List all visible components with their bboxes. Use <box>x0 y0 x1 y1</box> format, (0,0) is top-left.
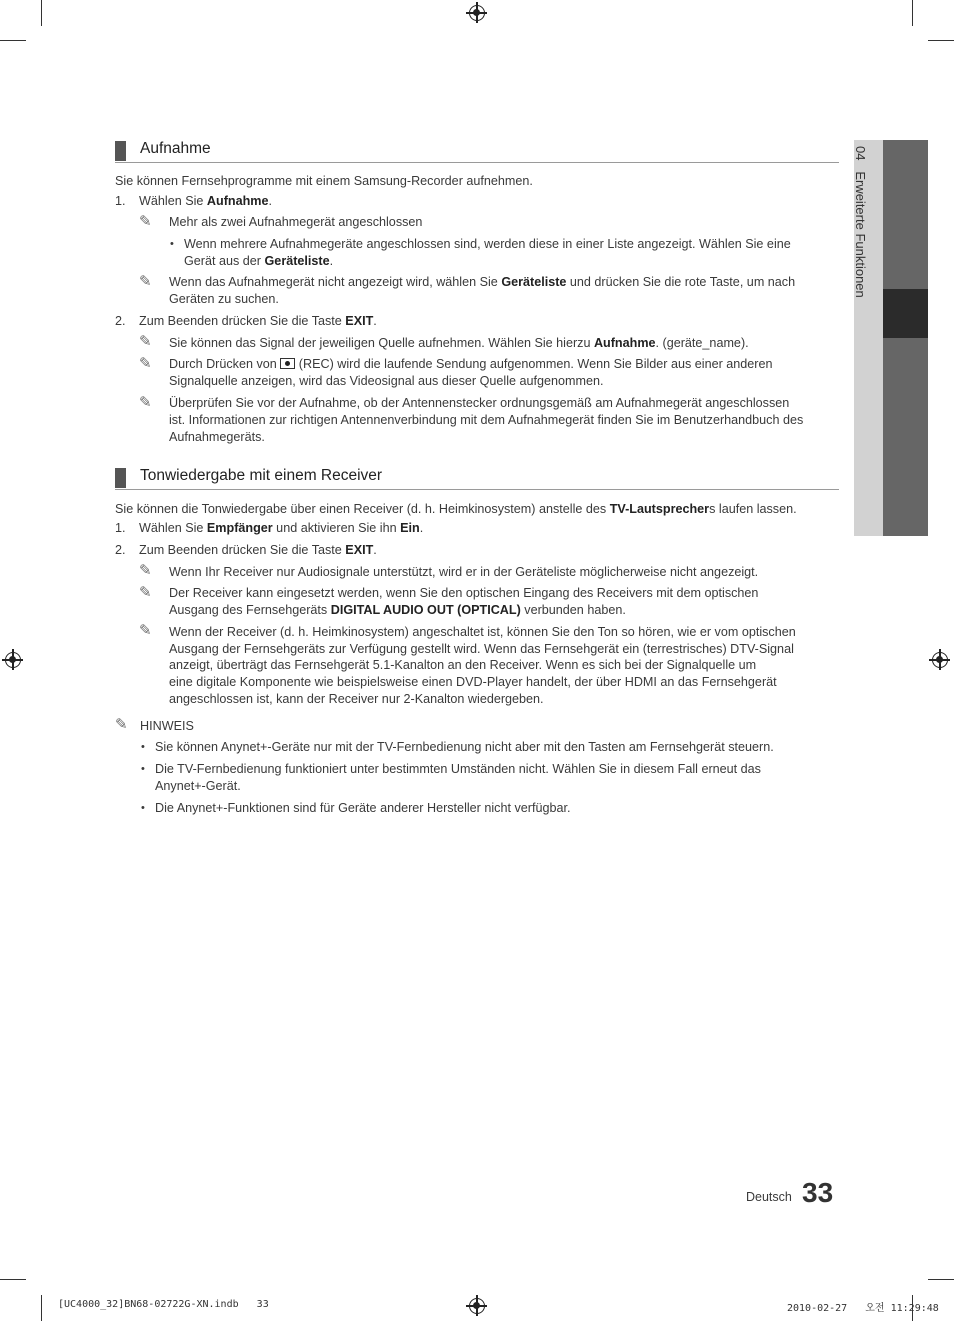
section-intro: Sie können die Tonwiedergabe über einen Receiver (d. h. Heimkinosystem) anstelle des TV-Lautsprechers laufen lassen. <box>115 502 797 516</box>
crop-mark <box>928 1279 954 1280</box>
registration-mark-icon <box>469 5 485 21</box>
note-icon: ✎ <box>139 213 152 230</box>
chapter-title: Erweiterte Funktionen <box>853 171 868 298</box>
chapter-number: 04 <box>853 146 868 161</box>
note-icon: ✎ <box>115 716 128 733</box>
page-number: 33 <box>802 1177 834 1208</box>
note-text: Wenn der Receiver (d. h. Heimkinosystem) angeschaltet ist, können Sie den Ton so hören, wie er vom optischen <box>169 625 796 639</box>
crop-mark <box>928 40 954 41</box>
section-heading-aufnahme <box>115 140 839 163</box>
note-text: anzeigt, überträgt das Fernsehgerät 5.1-Kanalton an den Receiver. Wenn es sich bei der Signalquelle um <box>169 658 757 672</box>
step-number: 1. <box>115 521 126 535</box>
bullet-text: Wenn mehrere Aufnahmegeräte angeschlossen sind, werden diese in einer Liste angezeigt. Wählen Sie eine <box>184 237 791 251</box>
step-text: Wählen Sie Empfänger und aktivieren Sie ihn Ein. <box>139 521 424 535</box>
rec-button-icon <box>280 358 295 369</box>
crop-mark <box>912 0 913 26</box>
step-number: 1. <box>115 194 126 208</box>
note-text: Wenn das Aufnahmegerät nicht angezeigt wird, wählen Sie Geräteliste und drücken Sie die rote Taste, um nach <box>169 275 796 289</box>
side-tab-dark <box>883 140 928 536</box>
print-timestamp: 2010-02-27 오전 11:29:48 <box>787 1303 939 1314</box>
note-text: Sie können das Signal der jeweiligen Quelle aufnehmen. Wählen Sie hierzu Aufnahme. (geräte_name). <box>169 336 749 350</box>
note-icon: ✎ <box>139 622 152 639</box>
note-text: Aufnahmegeräts. <box>169 430 265 444</box>
print-file-info: [UC4000_32]BN68-02722G-XN.indb 33 <box>58 1299 269 1310</box>
bullet-icon: • <box>141 741 145 753</box>
section-bar <box>115 141 126 161</box>
section-heading-tonwiedergabe <box>115 467 839 490</box>
section-title: Tonwiedergabe mit einem Receiver <box>140 467 383 484</box>
section-title: Aufnahme <box>140 140 211 157</box>
note-icon: ✎ <box>139 394 152 411</box>
note-text: Signalquelle anzeigen, wird das Videosignal aus dieser Quelle aufgenommen. <box>169 374 604 388</box>
registration-mark-icon <box>5 652 21 668</box>
bullet-icon: • <box>141 802 145 814</box>
note-text: Wenn Ihr Receiver nur Audiosignale unterstützt, wird er in der Geräteliste möglicherweise nicht angezeigt. <box>169 565 759 579</box>
step-number: 2. <box>115 543 126 557</box>
note-text: eine digitale Komponente wie beispielsweise einen DVD-Player handelt, der über HDMI an das Fernsehgerät <box>169 675 777 689</box>
section-bar <box>115 468 126 488</box>
bullet-icon: • <box>170 238 174 250</box>
step-text: Wählen Sie Aufnahme. <box>139 194 272 208</box>
note-text: Überprüfen Sie vor der Aufnahme, ob der Antennenstecker ordnungsgemäß am Aufnahmegerät angeschlossen <box>169 396 790 410</box>
note-text: Der Receiver kann eingesetzt werden, wenn Sie den optischen Eingang des Receivers mit dem optischen <box>169 586 759 600</box>
hinweis-item: Die Anynet+-Funktionen sind für Geräte anderer Hersteller nicht verfügbar. <box>155 801 571 815</box>
note-icon: ✎ <box>139 562 152 579</box>
crop-mark <box>0 40 26 41</box>
note-icon: ✎ <box>139 273 152 290</box>
hinweis-item: Anynet+-Gerät. <box>155 779 241 793</box>
step-text: Zum Beenden drücken Sie die Taste EXIT. <box>139 314 377 328</box>
footer-language: Deutsch <box>746 1190 792 1204</box>
step-text: Zum Beenden drücken Sie die Taste EXIT. <box>139 543 377 557</box>
side-tab-label <box>853 146 868 298</box>
bullet-text: Gerät aus der Geräteliste. <box>184 254 334 268</box>
step-number: 2. <box>115 314 126 328</box>
note-icon: ✎ <box>139 333 152 350</box>
crop-mark <box>41 0 42 26</box>
note-text: Mehr als zwei Aufnahmegerät angeschlossen <box>169 215 423 229</box>
section-intro: Sie können Fernsehprogramme mit einem Samsung-Recorder aufnehmen. <box>115 174 533 188</box>
hinweis-label: HINWEIS <box>140 719 194 733</box>
bullet-icon: • <box>141 763 145 775</box>
note-text: Durch Drücken von (REC) wird die laufende Sendung aufgenommen. Wenn Sie Bilder aus einer anderen <box>169 357 773 371</box>
note-text: Ausgang des Fernsehgeräts DIGITAL AUDIO OUT (OPTICAL) verbunden haben. <box>169 603 626 617</box>
hinweis-item: Die TV-Fernbedienung funktioniert unter bestimmten Umständen nicht. Wählen Sie in diesem Fall erneut das <box>155 762 761 776</box>
registration-mark-icon <box>469 1298 485 1314</box>
note-icon: ✎ <box>139 355 152 372</box>
hinweis-item: Sie können Anynet+-Geräte nur mit der TV-Fernbedienung nicht aber mit den Tasten am Fernsehgerät steuern. <box>155 740 774 754</box>
note-icon: ✎ <box>139 584 152 601</box>
side-tab-active-marker <box>883 289 928 338</box>
note-text: angeschlossen ist, kann der Receiver nur 2-Kanalton wiedergeben. <box>169 692 544 706</box>
note-text: ist. Informationen zur richtigen Antennenverbindung mit dem Aufnahmegerät finden Sie im Benutzerhandbuch des <box>169 413 804 427</box>
crop-mark <box>0 1279 26 1280</box>
registration-mark-icon <box>932 652 948 668</box>
note-text: Geräten zu suchen. <box>169 292 279 306</box>
crop-mark <box>41 1295 42 1321</box>
note-text: Ausgang der Fernsehgeräts zur Verfügung gestellt wird. Wenn das Fernsehgerät ein (terrestrisches) DTV-Signal <box>169 642 794 656</box>
